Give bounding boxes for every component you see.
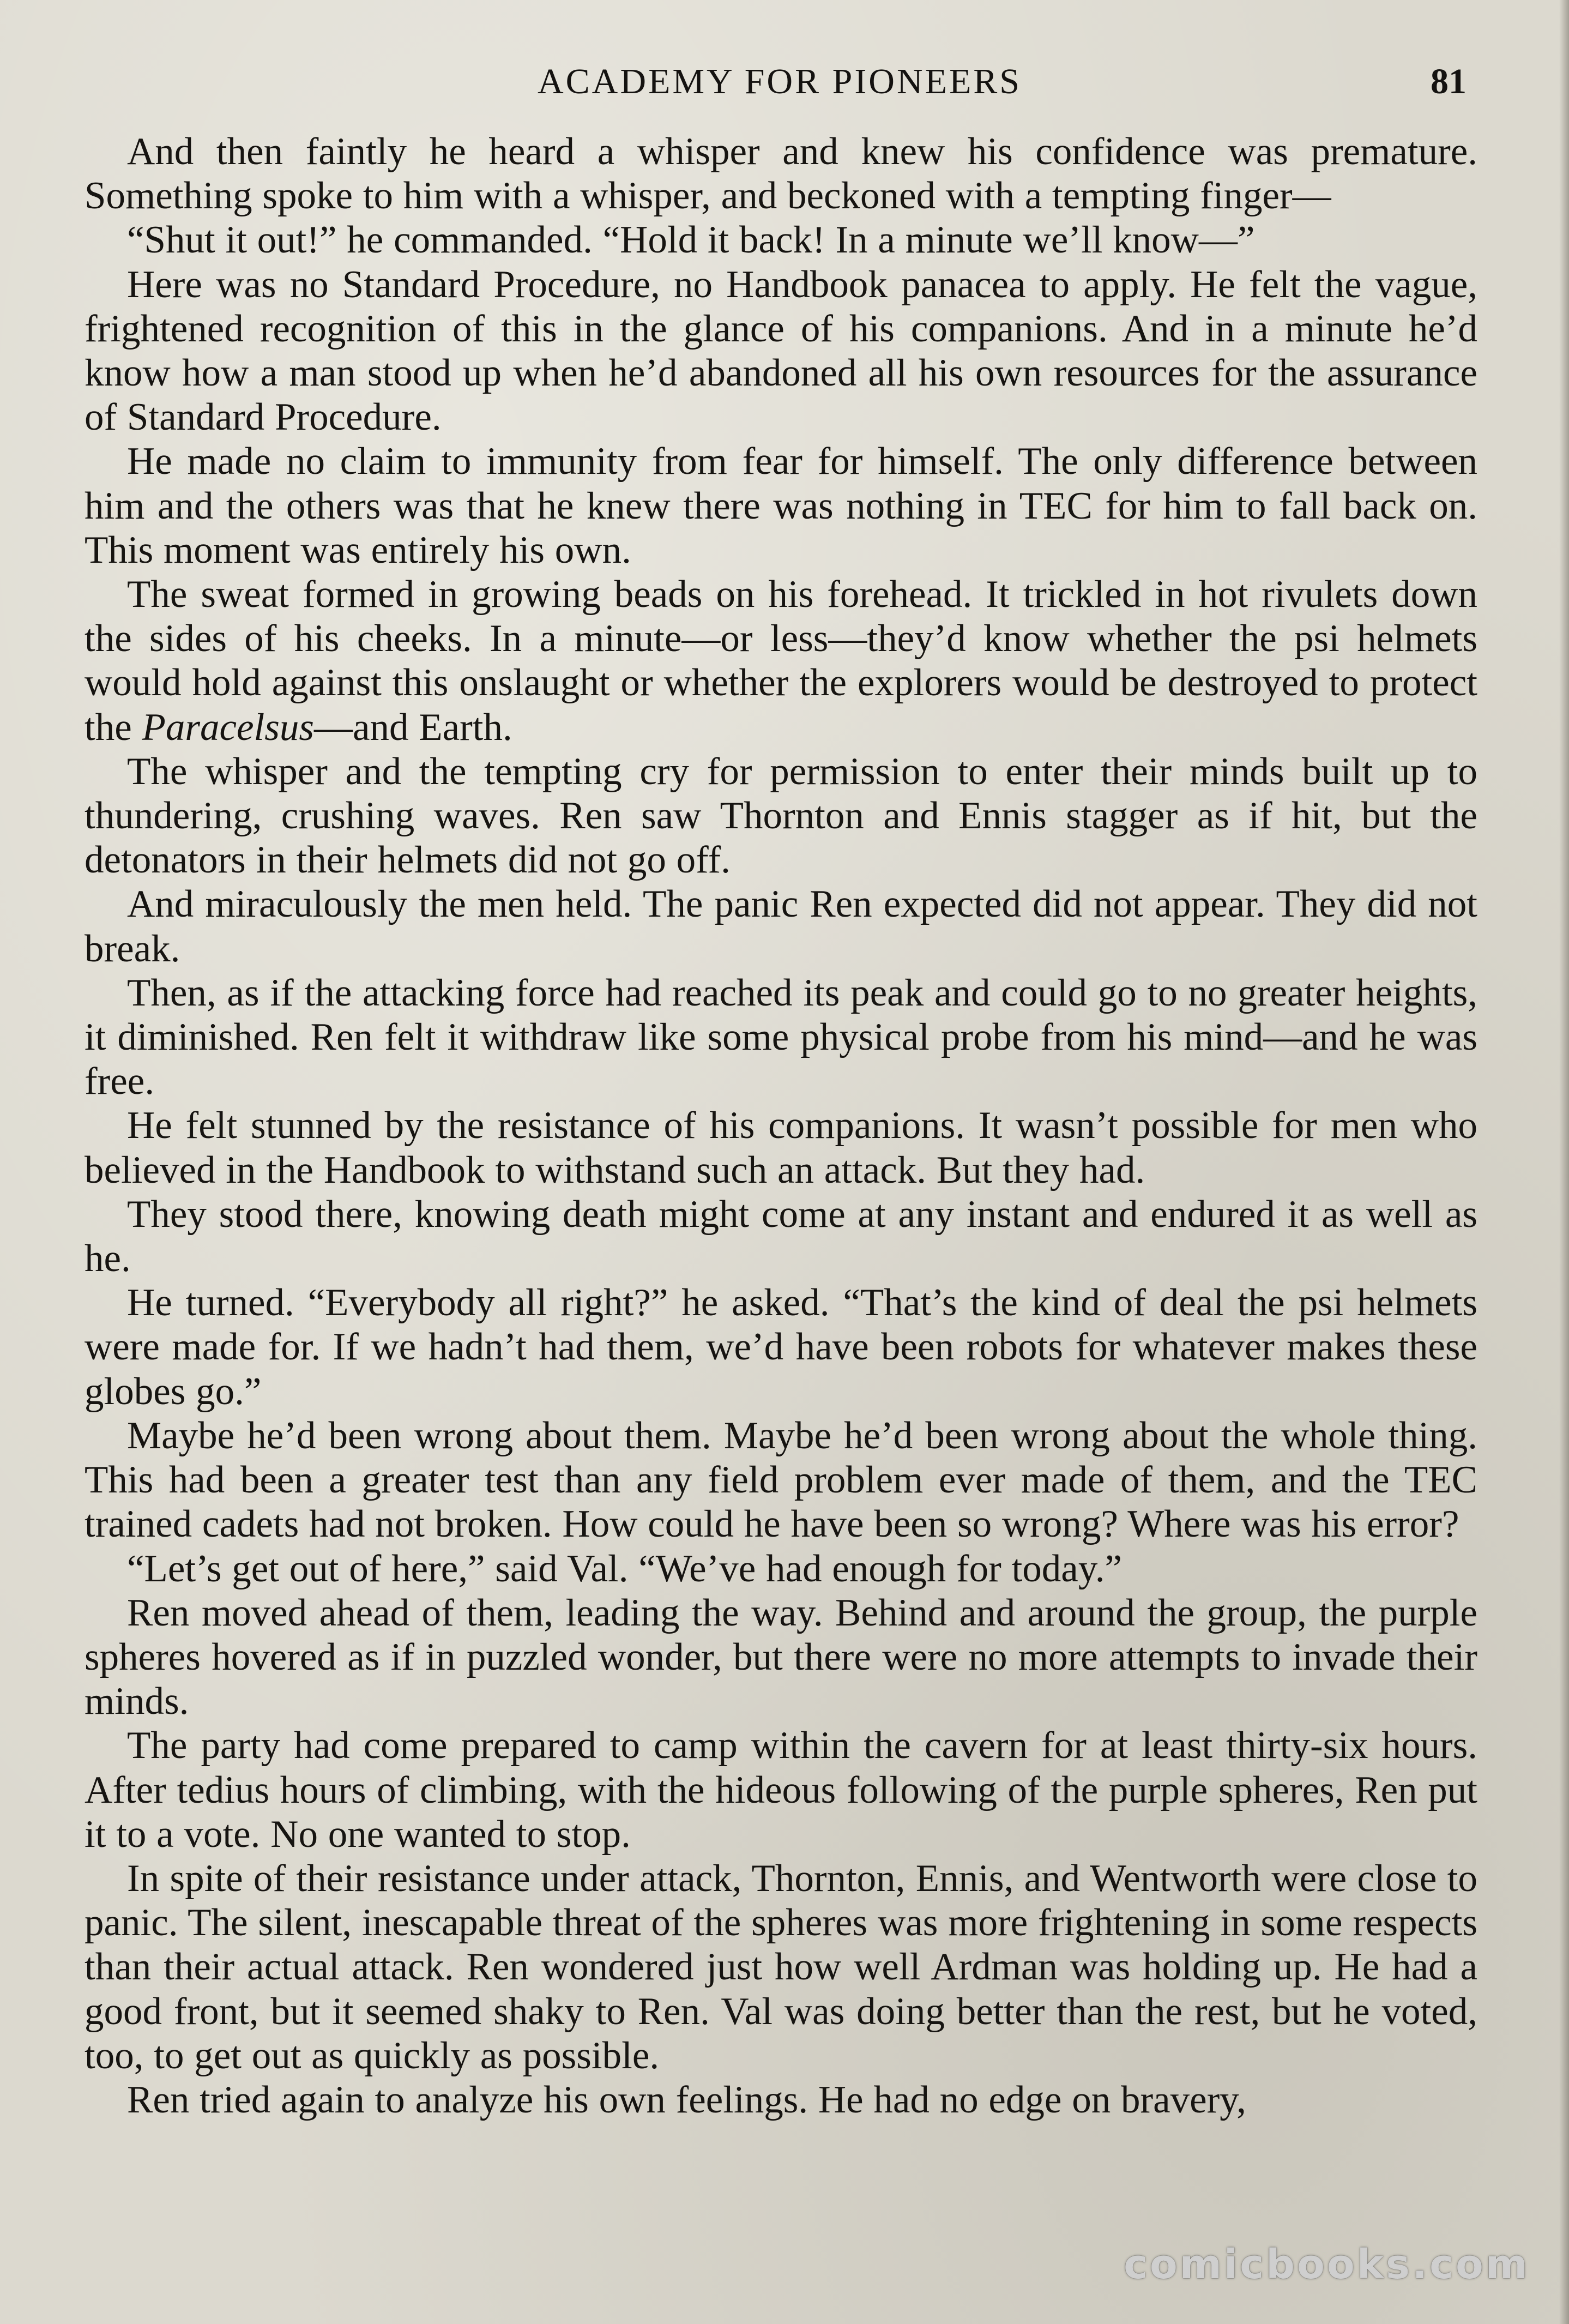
paragraph-text: —and Earth. (314, 706, 512, 749)
paragraph: They stood there, knowing death might come at any instant and endured it as well as he. (85, 1193, 1477, 1280)
paragraph: In spite of their resistance under attack, Thornton, Ennis, and Wentworth were close to panic. The silent, inescapable threat of the spheres was more frightening in some respects than their actual attack. Ren wondered just how well Ardman was holding up. He had a good front, but it seemed shaky to Ren. Val was doing better than the rest, but he voted, too, to get out as quickly as possible. (85, 1857, 1477, 2077)
paragraph: Ren moved ahead of them, leading the way. Behind and around the group, the purple spheres hovered as if in puzzled wonder, but there were no more attempts to invade their minds. (85, 1591, 1477, 1723)
paragraph: “Shut it out!” he commanded. “Hold it back! In a minute we’ll know—” (127, 219, 1255, 262)
body-text (85, 130, 1477, 2122)
paragraph: He turned. “Everybody all right?” he asked. “That’s the kind of deal the psi helmets were made for. If we hadn’t had them, we’d have been robots for whatever makes these globes go.” (85, 1281, 1477, 1413)
paragraph (85, 573, 1477, 750)
watermark: comicbooks.com (1124, 2241, 1530, 2288)
paragraph: And miraculously the men held. The panic Ren expected did not appear. They did not break. (85, 883, 1477, 970)
paragraph: Ren tried again to analyze his own feelings. He had no edge on bravery, (127, 2078, 1246, 2121)
page-number: 81 (1431, 62, 1467, 101)
paragraph: “Let’s get out of here,” said Val. “We’ve had enough for today.” (127, 1547, 1122, 1590)
paragraph-text: The sweat formed in growing beads on his forehead. It trickled in hot rivulets down the sides of his cheeks. In a minute—or less—they’d know whether the psi helmets would hold against this onslaught or whether the explorers would be destroyed to protect the (85, 573, 1477, 749)
running-title: ACADEMY FOR PIONEERS (538, 62, 1022, 101)
paragraph: The whisper and the tempting cry for permission to enter their minds built up to thundering, crushing waves. Ren saw Thornton and Ennis stagger as if hit, but the detonators in their helmets did not go off. (85, 750, 1477, 882)
ship-name-italic: Paracelsus (142, 706, 315, 749)
paragraph: He made no claim to immunity from fear for himself. The only difference between him and the others was that he knew there was nothing in TEC for him to fall back on. This moment was entirely his own. (85, 440, 1477, 571)
paragraph: He felt stunned by the resistance of his companions. It wasn’t possible for men who believed in the Handbook to withstand such an attack. But they had. (85, 1104, 1477, 1191)
paragraph: Maybe he’d been wrong about them. Maybe he’d been wrong about the whole thing. This had been a greater test than any field problem ever made of them, and the TEC trained cadets had not broken. How could he have been so wrong? Where was his error? (85, 1414, 1477, 1546)
paragraph: The party had come prepared to camp within the cavern for at least thirty-six hours. After tedius hours of climbing, with the hideous following of the purple spheres, Ren put it to a vote. No one wanted to stop. (85, 1724, 1477, 1856)
page-header (82, 55, 1477, 109)
paragraph: Then, as if the attacking force had reached its peak and could go to no greater heights, it diminished. Ren felt it withdraw like some physical probe from his mind—and he was free. (85, 971, 1477, 1103)
paragraph: And then faintly he heard a whisper and knew his confidence was premature. Something spoke to him with a whisper, and beckoned with a tempting finger— (85, 130, 1477, 218)
paragraph: Here was no Standard Procedure, no Handbook panacea to apply. He felt the vague, frightened recognition of this in the glance of his companions. And in a minute he’d know how a man stood up when he’d abandoned all his own resources for the assurance of Standard Procedure. (85, 263, 1477, 439)
page-edge-shadow (1559, 0, 1569, 2324)
